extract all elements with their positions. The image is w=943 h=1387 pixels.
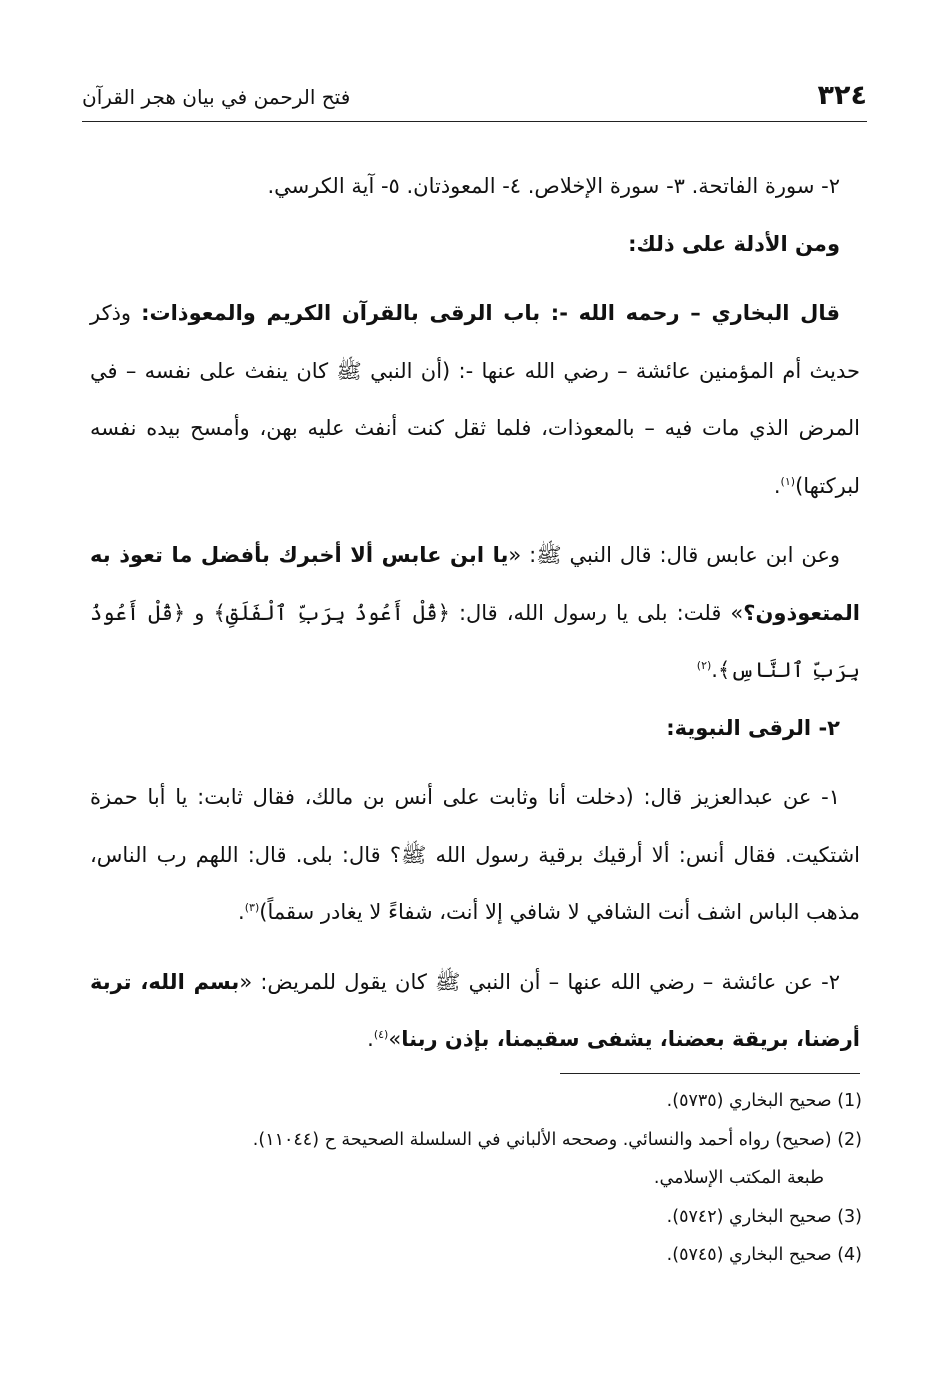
ibn-abis-paragraph: وعن ابن عابس قال: قال النبي ﷺ: «يا ابن عابس ألا أخبرك بأفضل ما تعوذ به المتعوذون؟» قلت: بلى يا رسول الله، قال: ﴿قُلْ أَعُوذُ بِرَبِّ ٱلْفَلَقِ﴾ و ﴿قُلْ أَعُوذُ بِرَبِّ ٱلنَّاسِ﴾.$^{(٢)}$ <box>90 543 860 682</box>
bukhari-paragraph: قال البخاري – رحمه الله -: باب الرقى بالقرآن الكريم والمعوذات: وذكر حديث أم المؤمنين عائشة – رضي الله عنها -: (أن النبي ﷺ كان ينفث على نفسه – في المرض الذي مات فيه – بالمعوذات، فلما ثقل كنت أنفث عليه بهن، وأمسح بيده نفسه لبركتها)$^{(١)}$. <box>90 301 860 498</box>
footnote-text: (صحيح) رواه أحمد والنسائي. وصححه الألباني في السلسلة الصحيحة ح (١١٠٤٤). <box>252 1129 832 1150</box>
footnote-3 <box>90 1198 862 1237</box>
evidence-heading: ومن الأدلة على ذلك: <box>628 231 840 256</box>
book-title: فتح الرحمن في بيان هجر القرآن <box>82 85 351 109</box>
footnote-number: (1) <box>837 1091 862 1111</box>
footnote-number: (2) <box>837 1129 862 1150</box>
quran-verse-falaq: ﴿قُلْ أَعُوذُ بِرَبِّ ٱلْفَلَقِ﴾ <box>213 600 450 625</box>
prophetic-ruqya-heading: ٢- الرقى النبوية: <box>666 715 840 740</box>
footnote-2 <box>90 1121 862 1198</box>
bukhari-chapter-title: قال البخاري – رحمه الله -: باب الرقى بالقرآن الكريم والمعوذات: <box>141 301 840 325</box>
footnote-ref-2[interactable]: (٢) <box>696 659 712 672</box>
page-header <box>82 78 867 118</box>
footnote-number: (4) <box>837 1245 862 1265</box>
footnote-text: صحيح البخاري (٥٧٣٥). <box>666 1091 832 1111</box>
footnote-ref-3[interactable]: (٣) <box>244 901 260 914</box>
footnotes <box>90 1082 862 1275</box>
header-divider <box>82 121 867 122</box>
hadith-aisha-paragraph: ٢- عن عائشة – رضي الله عنها – أن النبي ﷺ كان يقول للمريض: «بسم الله، تربة أرضنا، بريقة بعضنا، يشفى سقيمنا، بإذن ربنا»$^{(٤)}$. <box>90 969 860 1051</box>
footnote-number: (3) <box>837 1206 862 1227</box>
footnote-continuation: طبعة المكتب الإسلامي. <box>653 1168 824 1188</box>
footnote-4 <box>90 1236 862 1275</box>
footnote-text: صحيح البخاري (٥٧٤٥). <box>666 1245 832 1265</box>
footnote-text: صحيح البخاري (٥٧٤٢). <box>666 1206 832 1227</box>
ibn-abis-quote: يا ابن عابس ألا أخبرك بأفضل ما تعوذ به المتعوذون؟ <box>90 543 860 625</box>
footnote-ref-4[interactable]: (٤) <box>373 1028 389 1041</box>
footnote-1 <box>90 1082 862 1121</box>
footnote-ref-1[interactable]: (١) <box>780 474 796 488</box>
bukhari-hadith-text: وذكر حديث أم المؤمنين عائشة – رضي الله عنها -: (أن النبي ﷺ كان ينفث على نفسه – في المرض الذي مات فيه – بالمعوذات، فلما ثقل كنت أنفث عليه بهن، وأمسح بيده نفسه لبركتها) <box>90 301 860 498</box>
footnote-divider <box>560 1073 860 1074</box>
hadith-aisha-quote: بسم الله، تربة أرضنا، بريقة بعضنا، يشفى سقيمنا، بإذن ربنا <box>90 969 860 1051</box>
quran-verse-nas: ﴿قُلْ أَعُوذُ بِرَبِّ ٱلنَّاسِ﴾ <box>90 600 860 682</box>
list-line: ٢- سورة الفاتحة. ٣- سورة الإخلاص. ٤- المعوذتان. ٥- آية الكرسي. <box>267 174 840 198</box>
hadith-anas-paragraph: ١- عن عبدالعزيز قال: (دخلت أنا وثابت على أنس بن مالك، فقال ثابت: يا أبا حمزة اشتكيت. فقال أنس: ألا أرقيك برقية رسول الله ﷺ؟ قال: بلى. قال: اللهم رب الناس، مذهب الباس اشف أنت الشافي لا شافي إلا أنت، شفاءً لا يغادر سقماً)$^{(٣)}$. <box>90 785 860 924</box>
main-text <box>90 158 860 1069</box>
page-number: ٣٢٤ <box>817 80 867 111</box>
